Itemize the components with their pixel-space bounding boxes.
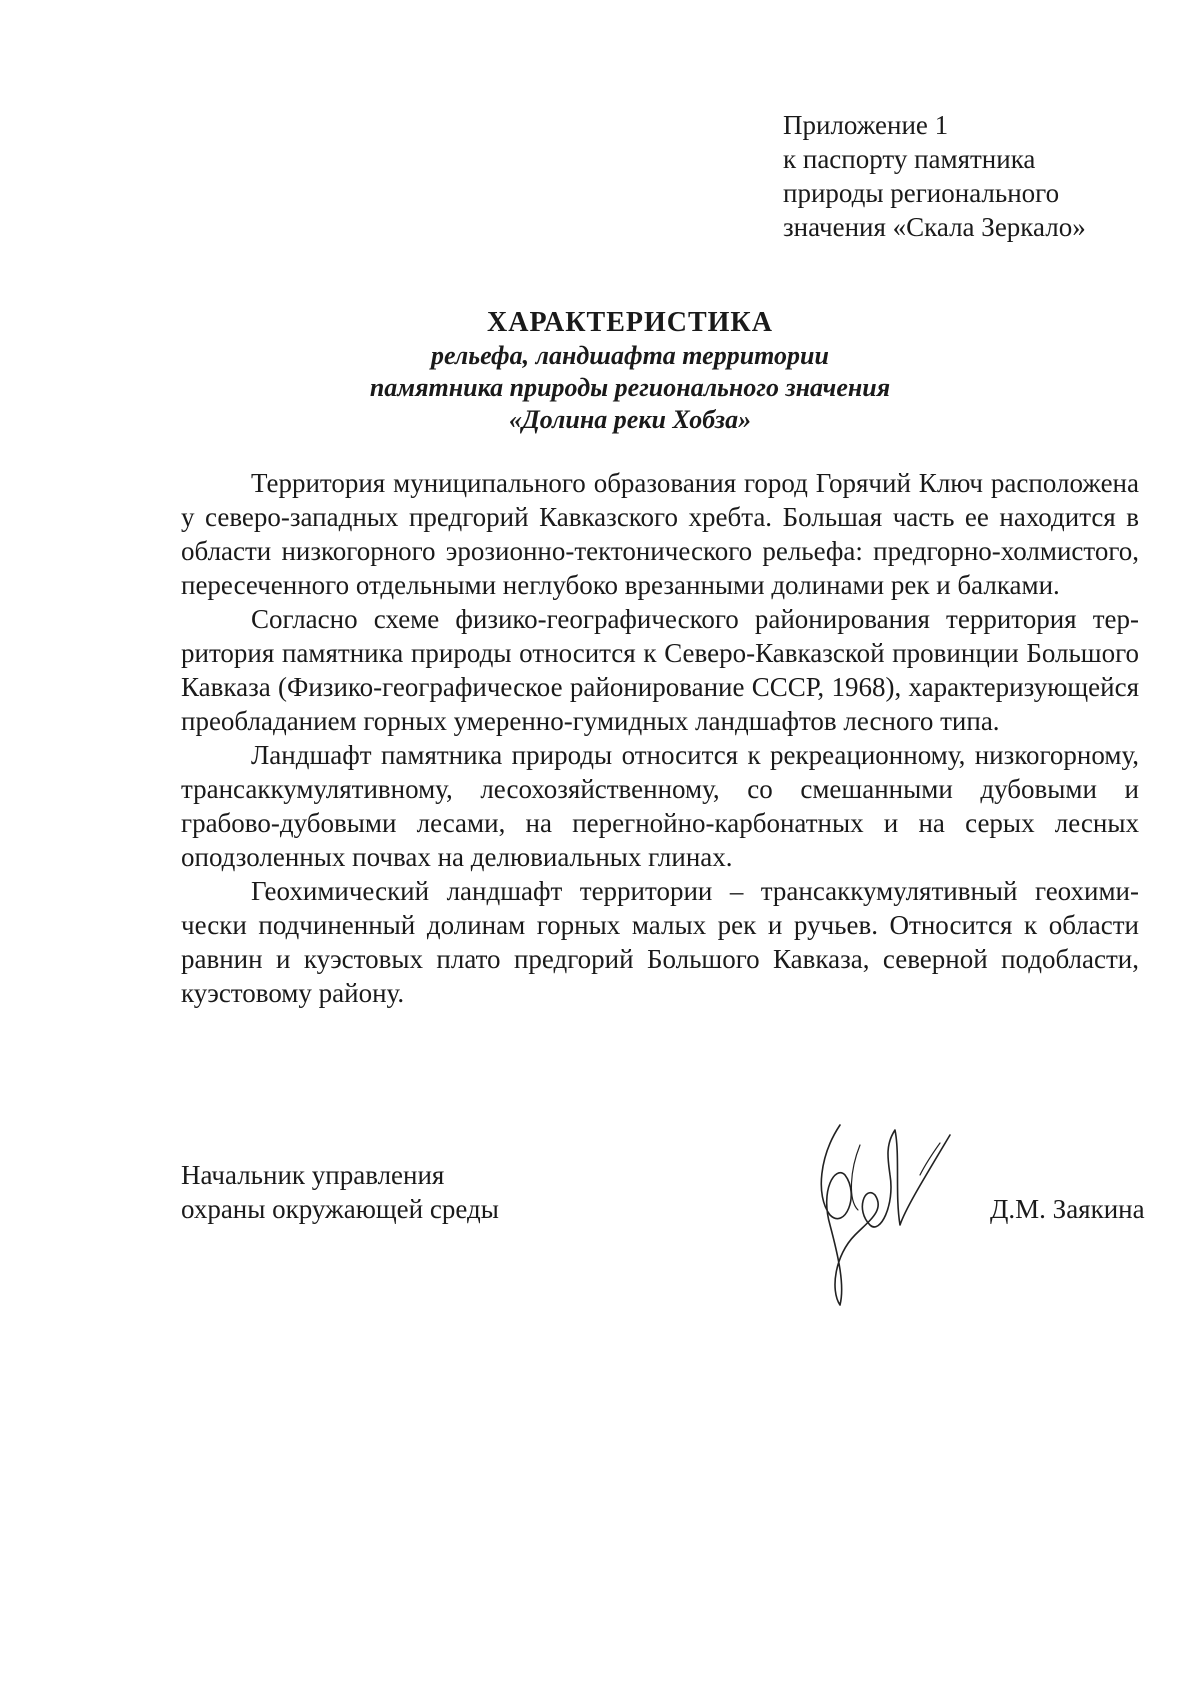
paragraph-3: Ландшафт памятника природы относится к рекреационному, низкогорному, трансаккумулятивному, лесохозяйственному, со смешанными дубовыми и грабово-дубовыми лесами, на перегнойно-карбонатных и на серых лесных оподзоленных почвах на делювиальных глинах.: [181, 740, 1139, 872]
paragraph-1: Территория муниципального образования город Горячий Ключ расположена у северо-западных предгорий Кавказского хребта. Большая часть ее находится в области низкогорного эрозионно-тектонического рельефа: предгорно-холмистого, пересеченного отдельными неглубоко врезанными долинами рек и балками.: [181, 468, 1139, 600]
handwritten-signature: [800, 1115, 960, 1315]
paragraph-4: Геохимический ландшафт территории – трансаккумулятивный геохимически подчиненный долинам горных малых рек и ручьев. Относится к области равнин и куэстовых плато предгорий Большого Кавказа, северной подобласти, куэстовому району.: [181, 876, 1139, 1008]
signatory-position-line-1: Начальник управления: [181, 1160, 445, 1190]
appendix-line-3: природы регионального: [783, 178, 1060, 208]
appendix-line-4: значения «Скала Зеркало»: [783, 212, 1086, 242]
document-title: ХАРАКТЕРИСТИКА: [487, 307, 773, 338]
paragraph-2: Согласно схеме физико-географического районирования территория территория памятника природы относится к Северо-Кавказской провинции Большого Кавказа (Физико-географическое районирование СССР, 1968), характеризующейся преобладанием горных умеренно-гумидных ландшафтов лесного типа.: [181, 604, 1139, 736]
appendix-note: [783, 108, 1086, 244]
signatory-position: [181, 1158, 499, 1226]
document-heading: [0, 306, 1200, 436]
document-subtitle-line-1: рельефа, ландшафта территории: [431, 341, 829, 370]
appendix-line-1: Приложение 1: [783, 110, 949, 140]
document-body: [181, 466, 1139, 1010]
document-subtitle-line-3: «Долина реки Хобза»: [508, 405, 752, 434]
signatory-name: Д.М. Заякина: [990, 1194, 1145, 1224]
appendix-line-2: к паспорту памятника: [783, 144, 1036, 174]
signatory-position-line-2: охраны окружающей среды: [181, 1194, 499, 1224]
document-subtitle-line-2: памятника природы регионального значения: [369, 373, 891, 402]
